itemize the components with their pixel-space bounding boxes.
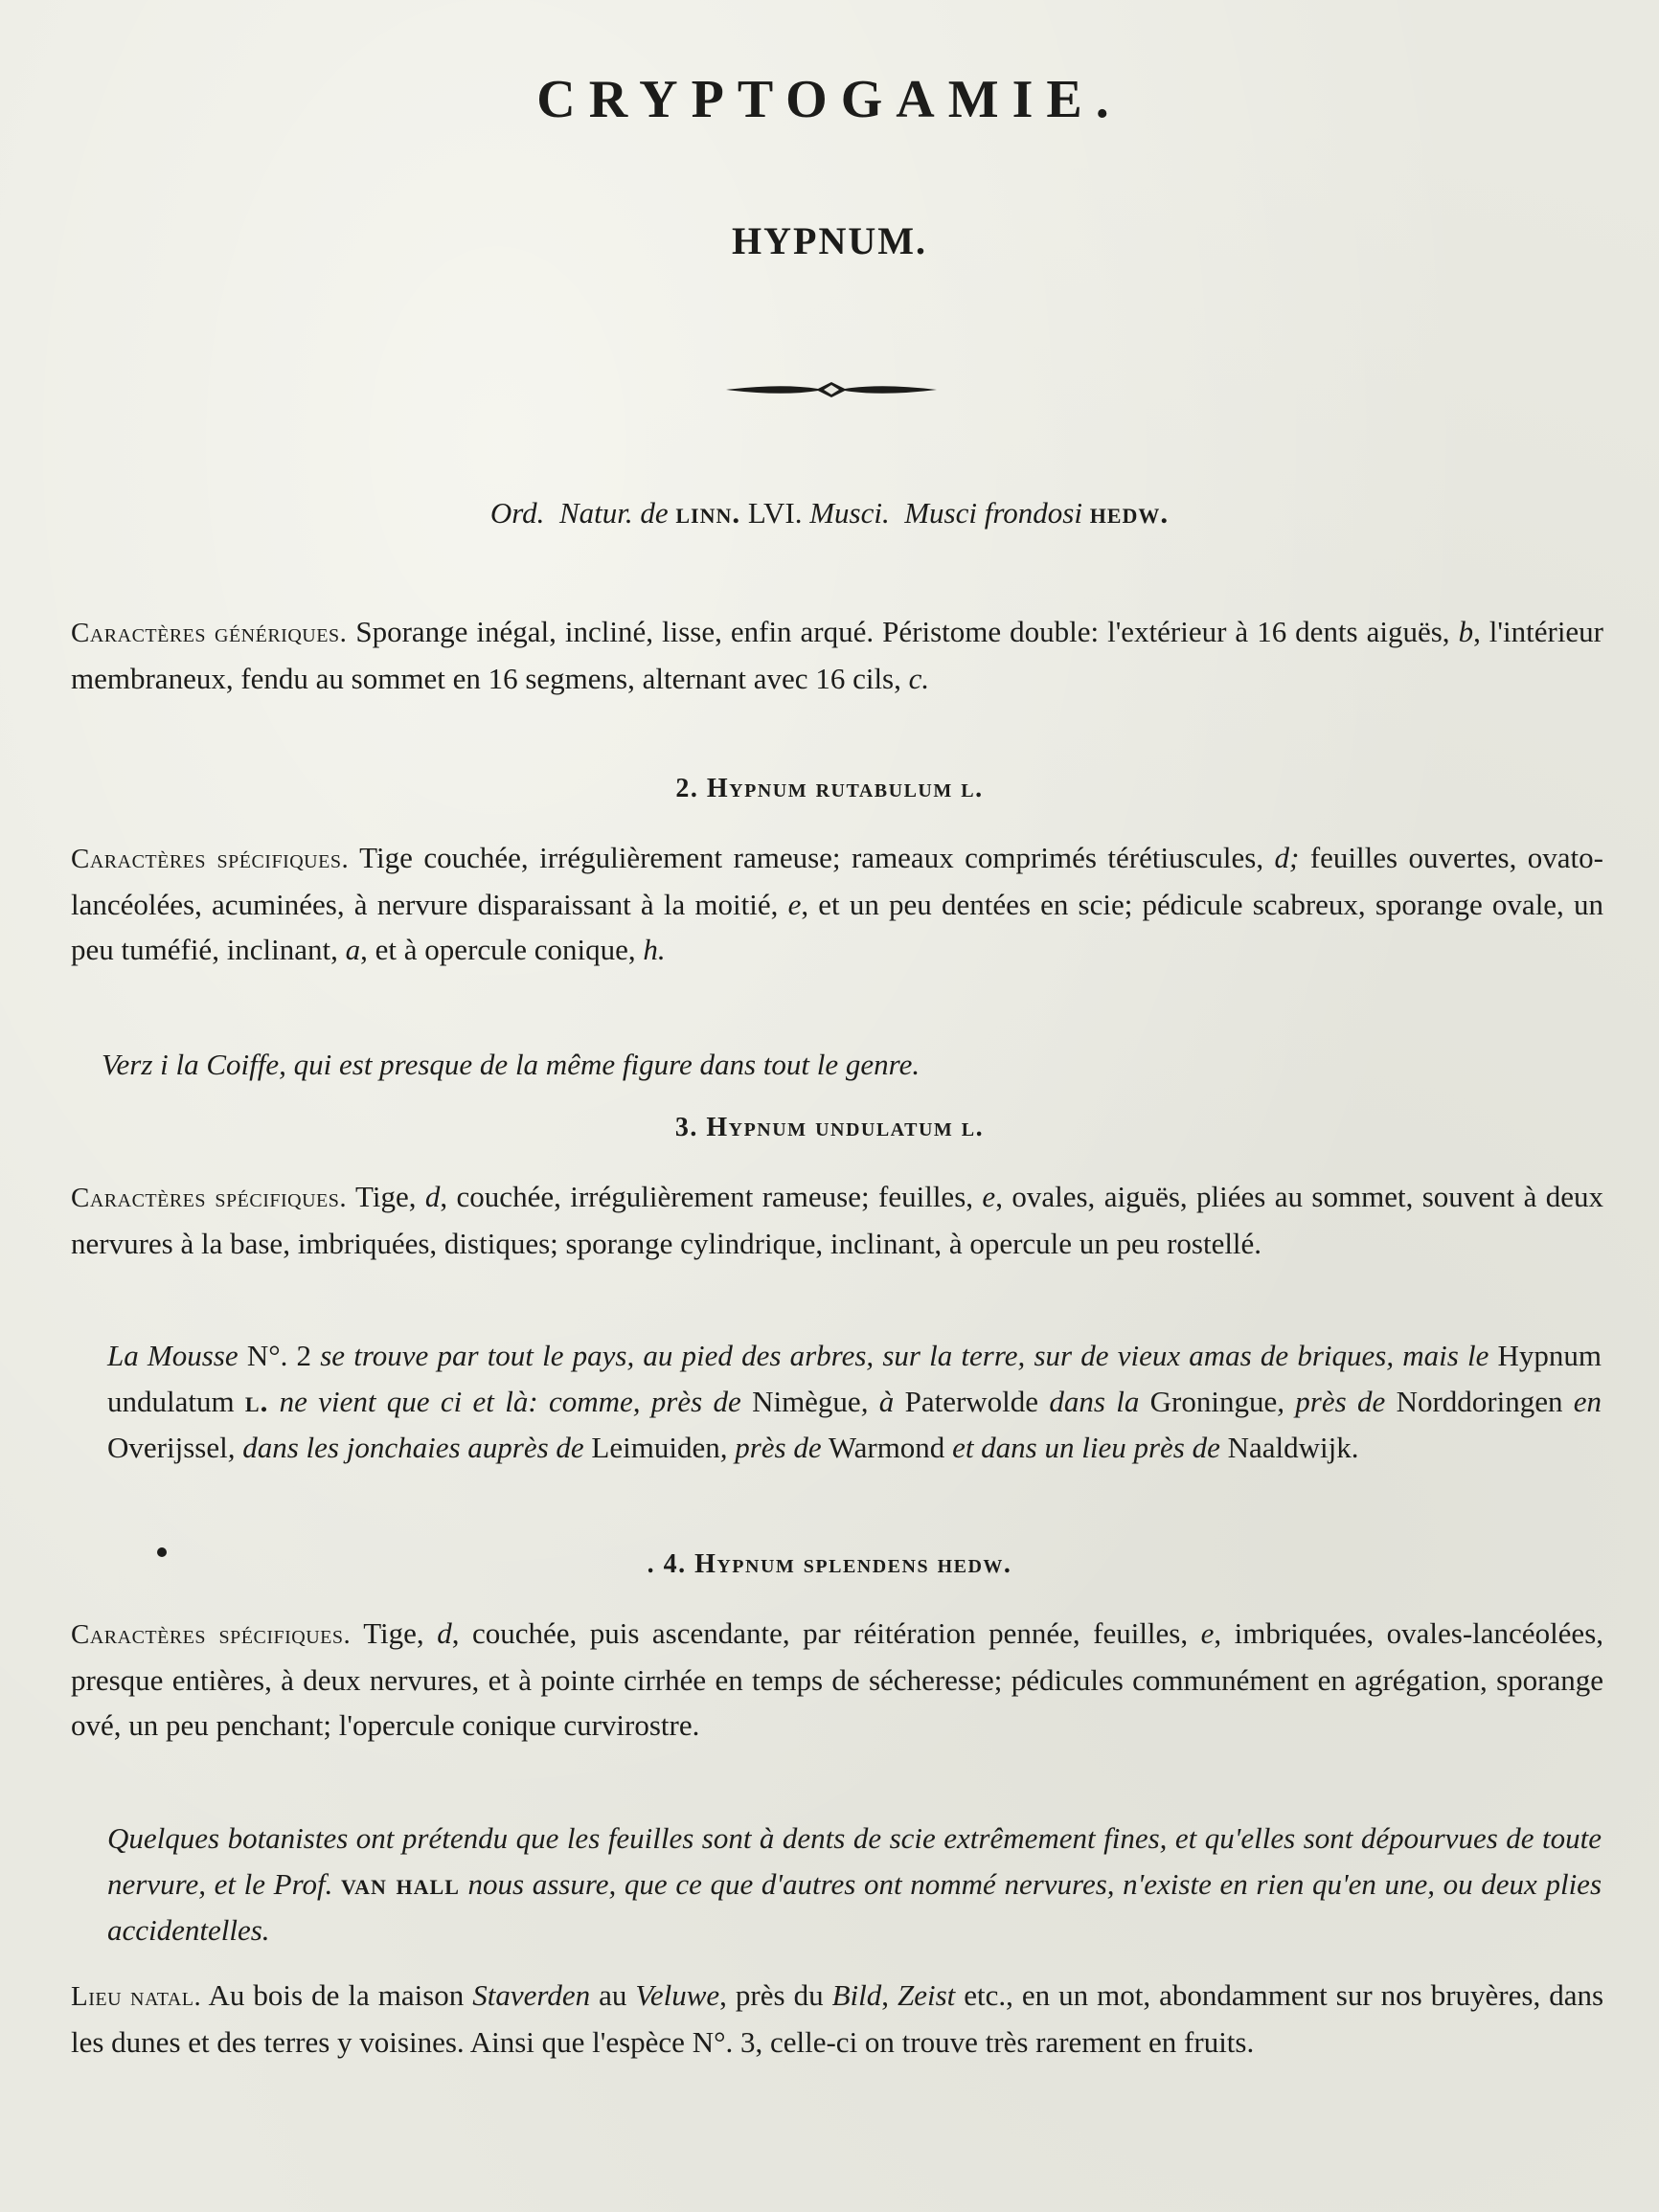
place-name: Paterwolde bbox=[904, 1385, 1039, 1418]
figure-ref-h: h. bbox=[643, 933, 666, 966]
figure-ref-e: e bbox=[982, 1180, 996, 1213]
species-2-text-c: , et un peu dentées en scie; pédicule scabreux, sporange ovale, un peu tuméfié, inclinant, bbox=[71, 888, 1603, 966]
generic-characters-label: Caractères génériques. bbox=[71, 618, 348, 648]
place-name: Naaldwijk. bbox=[1227, 1431, 1359, 1464]
place-name: Warmond bbox=[828, 1431, 945, 1464]
figure-ref-e: e bbox=[1200, 1616, 1215, 1650]
note-text: , dans les jonchaies auprès de bbox=[227, 1431, 584, 1464]
place-name: Overijssel bbox=[107, 1431, 228, 1464]
number-ref: N°. 3 bbox=[692, 2025, 756, 2059]
figure-ref-d: d bbox=[437, 1616, 452, 1650]
place-name: Groningue bbox=[1149, 1385, 1278, 1418]
species-name: Hypnum undulatum bbox=[107, 1339, 1602, 1418]
genus-title: HYPNUM. bbox=[732, 219, 927, 262]
ornament-divider-icon bbox=[724, 379, 939, 400]
species-3-paragraph bbox=[71, 1174, 1603, 1266]
species-2-text-d: , et à opercule conique, bbox=[360, 933, 636, 966]
species-2-label: Caractères spécifiques. bbox=[71, 844, 350, 874]
species-4-text-c: , imbriquées, ovales-lancéolées, presque entières, à deux nervures, et à pointe cirrhée en temps de sécheresse; pédicules communément en agrégation, sporange ové, un peu penchant; l'opercule conique curvirostre. bbox=[71, 1616, 1604, 1742]
habitat-text: etc., en un mot, abondamment sur nos bruyères, dans les dunes et des terres y voisines. Ainsi que l'espèce bbox=[71, 1978, 1604, 2059]
note-text: se trouve par tout le pays, au pied des arbres, sur la terre, sur de vieux amas de briques, mais le bbox=[320, 1339, 1489, 1372]
ord-label: Ord. bbox=[489, 496, 545, 530]
species-3-text-b: , couchée, irrégulièrement rameuse; feuilles, bbox=[440, 1180, 974, 1213]
note-text: , près de bbox=[1277, 1385, 1386, 1418]
musci-frondosi-label: Musci frondosi bbox=[904, 496, 1082, 530]
note-text: dans la bbox=[1049, 1385, 1140, 1418]
species-2-heading: 2. Hypnum rutabulum l. bbox=[675, 774, 984, 803]
figure-ref-b: b bbox=[1458, 615, 1474, 648]
species-2-text-a: Tige couchée, irrégulièrement rameuse; rameaux comprimés térétiuscules, bbox=[359, 841, 1264, 874]
habitat-text: , bbox=[881, 1978, 889, 2012]
figure-ref-e: e bbox=[787, 888, 802, 921]
note-text: Quelques botanistes ont prétendu que les feuilles sont à dents de scie extrêmement fines, et qu'elles sont dépourvues de toute nervure, et le Prof. bbox=[107, 1821, 1602, 1901]
place-name: Staverden bbox=[472, 1978, 591, 2012]
species-2-paragraph bbox=[71, 835, 1603, 972]
note-text: , à bbox=[860, 1385, 895, 1418]
species-4-label: Caractères spécifiques. bbox=[71, 1619, 352, 1650]
order-number: LVI. bbox=[747, 496, 803, 530]
number-ref: N°. 2 bbox=[246, 1339, 312, 1372]
page-title: CRYPTOGAMIE. bbox=[536, 70, 1123, 129]
note-text: en bbox=[1573, 1385, 1602, 1418]
note-text: La Mousse bbox=[107, 1339, 239, 1372]
place-name: Norddoringen bbox=[1396, 1385, 1563, 1418]
habitat-text: , près du bbox=[719, 1978, 824, 2012]
figure-ref-d: d bbox=[424, 1180, 441, 1213]
note-text: , près de bbox=[719, 1431, 822, 1464]
species-4-paragraph bbox=[71, 1611, 1603, 1748]
figure-ref-d: d; bbox=[1274, 841, 1300, 874]
figure-ref-c: c. bbox=[908, 662, 930, 695]
professor-name: van hall bbox=[341, 1867, 460, 1901]
species-4-text-b: , couchée, puis ascendante, par réitération pennée, feuilles, bbox=[451, 1616, 1189, 1650]
place-name: Nimègue bbox=[752, 1385, 861, 1418]
habitat-text: au bbox=[599, 1978, 627, 2012]
author-abbrev: l. bbox=[244, 1385, 269, 1418]
musci-label: Musci. bbox=[809, 496, 890, 530]
species-2-text-b: feuilles ouvertes, ovato-lancéolées, acuminées, à nervure disparaissant à la moitié, bbox=[71, 841, 1603, 921]
habitat-label: Lieu natal. bbox=[71, 1981, 202, 2012]
generic-text-a: Sporange inégal, incliné, lisse, enfin arqué. Péristome double: l'extérieur à 16 dents aiguës, bbox=[355, 615, 1450, 648]
linn-label: linn. bbox=[675, 496, 741, 530]
note-text: et dans un lieu près de bbox=[952, 1431, 1220, 1464]
natur-label: Natur. bbox=[558, 496, 633, 530]
hedw-label: hedw. bbox=[1089, 496, 1170, 530]
place-name: Zeist bbox=[898, 1978, 956, 2012]
species-4-text-a: Tige, bbox=[363, 1616, 424, 1650]
figure-ref-a: a bbox=[345, 933, 361, 966]
habitat-text: , celle-ci on trouve très rarement en fruits. bbox=[755, 2025, 1255, 2059]
generic-characters-paragraph bbox=[71, 609, 1603, 701]
place-name: Bild bbox=[831, 1978, 882, 2012]
note-text: ne vient que ci et là: comme, près de bbox=[279, 1385, 741, 1418]
place-name: Leimuiden bbox=[591, 1431, 720, 1464]
species-3-label: Caractères spécifiques. bbox=[71, 1183, 348, 1213]
de-label: de bbox=[640, 496, 669, 530]
species-2-note: Verz i la Coiffe, qui est presque de la même figure dans tout le genre. bbox=[102, 1048, 920, 1081]
habitat-text: Au bois de la maison bbox=[208, 1978, 465, 2012]
habitat-paragraph bbox=[71, 1973, 1603, 2065]
species-3-note bbox=[107, 1333, 1602, 1471]
place-name: Veluwe bbox=[635, 1978, 720, 2012]
generic-text-b: , l'intérieur membraneux, fendu au sommet en 16 segmens, alternant avec 16 cils, bbox=[71, 615, 1604, 695]
species-4-heading: . 4. Hypnum splendens hedw. bbox=[647, 1549, 1012, 1579]
species-4-note bbox=[107, 1816, 1602, 1953]
species-3-heading: 3. Hypnum undulatum l. bbox=[674, 1113, 985, 1142]
species-3-text-a: Tige, bbox=[355, 1180, 417, 1213]
species-3-text-c: , ovales, aiguës, pliées au sommet, souvent à deux nervures à la base, imbriquées, distiques; sporange cylindrique, inclinant, à opercule un peu rostellé. bbox=[71, 1180, 1604, 1260]
classification-line bbox=[0, 496, 1659, 530]
note-text: nous assure, que ce que d'autres ont nommé nervures, n'existe en rien qu'en une, ou deux plies accidentelles. bbox=[107, 1867, 1602, 1947]
